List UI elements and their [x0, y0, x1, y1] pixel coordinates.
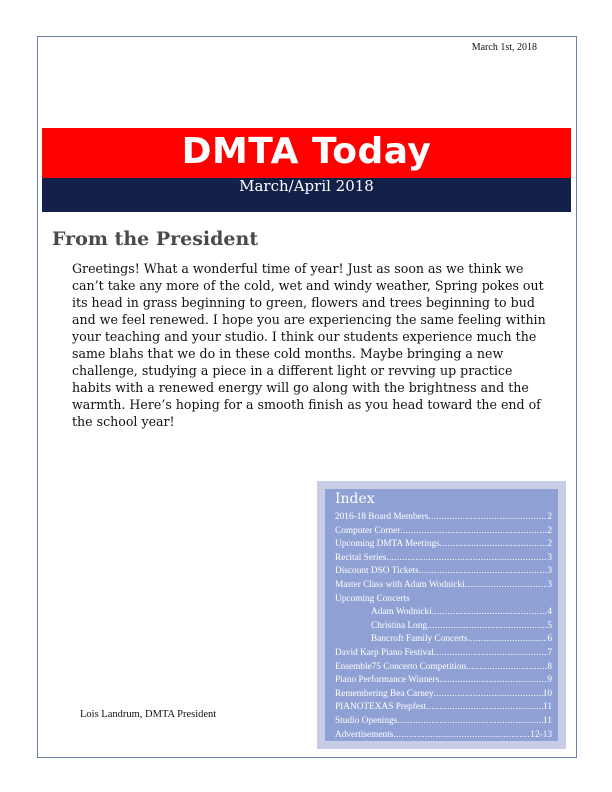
index-item-label: 2016-18 Board Members	[335, 512, 429, 522]
index-item-page: 10	[542, 688, 552, 699]
masthead-banner	[42, 128, 571, 178]
index-item-page: 7	[547, 647, 552, 658]
index-title: Index	[335, 491, 375, 507]
masthead-subbanner	[42, 178, 571, 212]
index-item-label: Piano Performance Winners	[335, 675, 440, 686]
section-heading-president: From the President	[52, 228, 259, 250]
index-item-leader	[386, 552, 547, 566]
index-item-label: Upcoming DMTA Meetings	[335, 539, 440, 550]
newsletter-title: DMTA Today	[181, 131, 432, 172]
index-item	[335, 606, 552, 620]
index-item-leader	[427, 620, 547, 634]
index-item-leader	[468, 633, 548, 647]
index-item	[335, 565, 552, 579]
index-item-page: 5	[547, 620, 552, 631]
index-item-page: 2	[547, 539, 552, 550]
index-list	[335, 511, 552, 742]
index-item	[335, 661, 552, 675]
index-item-page: 3	[547, 552, 552, 563]
index-item-leader	[434, 647, 547, 661]
issue-date: March 1st, 2018	[471, 42, 537, 53]
index-item-label: Upcoming Concerts	[335, 593, 410, 604]
index-item	[335, 701, 552, 715]
index-item-leader	[439, 674, 547, 688]
index-item-leader	[419, 565, 548, 579]
index-item-page: 11	[543, 702, 552, 713]
index-item	[335, 688, 552, 702]
index-box	[317, 481, 566, 749]
index-item	[335, 674, 552, 688]
index-item-leader	[397, 715, 543, 729]
index-item-leader	[465, 579, 548, 593]
index-item-label: Master Class with Adam Wodnicki	[335, 579, 465, 590]
index-item-label: PIANOTEXAS Prepfest	[335, 702, 427, 713]
index-item-label: Adam Wodnicki	[371, 607, 432, 618]
index-item	[335, 633, 552, 647]
index-item	[335, 552, 552, 566]
president-signature: Lois Landrum, DMTA President	[80, 709, 217, 720]
index-item	[335, 620, 552, 634]
index-item	[335, 729, 552, 743]
president-letter-text: Greetings! What a wonderful time of year! Just as soon as we think we can’t take any more of the cold, wet and windy weather, Spring pokes out its head in grass beginning to green, flowers and trees beginning to bud and we feel renewed. I hope you are experiencing the same feeling within your teaching and your studio. I think our students experience much the same blahs that we do in these cold months. Maybe bringing a new challenge, studying a piece in a different light or revving up practice habits with a renewed energy will go along with the brightness and the warmth. Here’s hoping for a smooth finish as you head toward the end of the school year!	[72, 261, 546, 429]
index-item-leader	[426, 701, 543, 715]
index-item-leader	[428, 511, 547, 525]
index-item-leader	[393, 729, 530, 743]
index-item	[335, 511, 552, 525]
president-letter	[72, 260, 552, 430]
index-item	[335, 593, 552, 607]
index-item-page: 6	[547, 634, 552, 645]
index-item-page: 3	[547, 566, 552, 577]
issue-period: March/April 2018	[239, 177, 374, 195]
index-item-label: Computer Corner	[335, 525, 401, 536]
index-item-label: Remembering Bea Carney	[335, 688, 434, 699]
index-item-label: Recital Series	[335, 552, 387, 563]
index-item	[335, 647, 552, 661]
index-item-label: Advertisements	[335, 729, 394, 740]
index-item-label: Christina Long	[371, 620, 428, 631]
index-item-label: David Karp Piano Festival	[335, 647, 434, 658]
index-item-label: Ensemble75 Concerto Competition	[335, 661, 467, 672]
index-item-page: 3	[547, 579, 552, 590]
index-item-page: 11	[543, 715, 552, 726]
index-item-leader	[434, 688, 543, 702]
index-item-page: 2	[547, 525, 552, 536]
index-item-page: 2	[547, 512, 552, 522]
index-item-label: Discount DSO Tickets	[335, 566, 419, 577]
index-item-page: 12-13	[530, 729, 552, 740]
index-item	[335, 525, 552, 539]
index-item	[335, 538, 552, 552]
index-panel	[325, 489, 558, 741]
index-item-leader	[440, 538, 548, 552]
index-item-leader	[400, 525, 547, 539]
index-item-label: Studio Openings	[335, 715, 398, 726]
index-item	[335, 715, 552, 729]
index-item-label: Bancroft Family Concerts	[371, 634, 468, 645]
index-item-leader	[466, 661, 547, 675]
index-item-page: 9	[547, 675, 552, 686]
index-item-leader	[432, 606, 548, 620]
index-item-page: 4	[547, 607, 552, 618]
index-item	[335, 579, 552, 593]
index-item-page: 8	[547, 661, 552, 672]
